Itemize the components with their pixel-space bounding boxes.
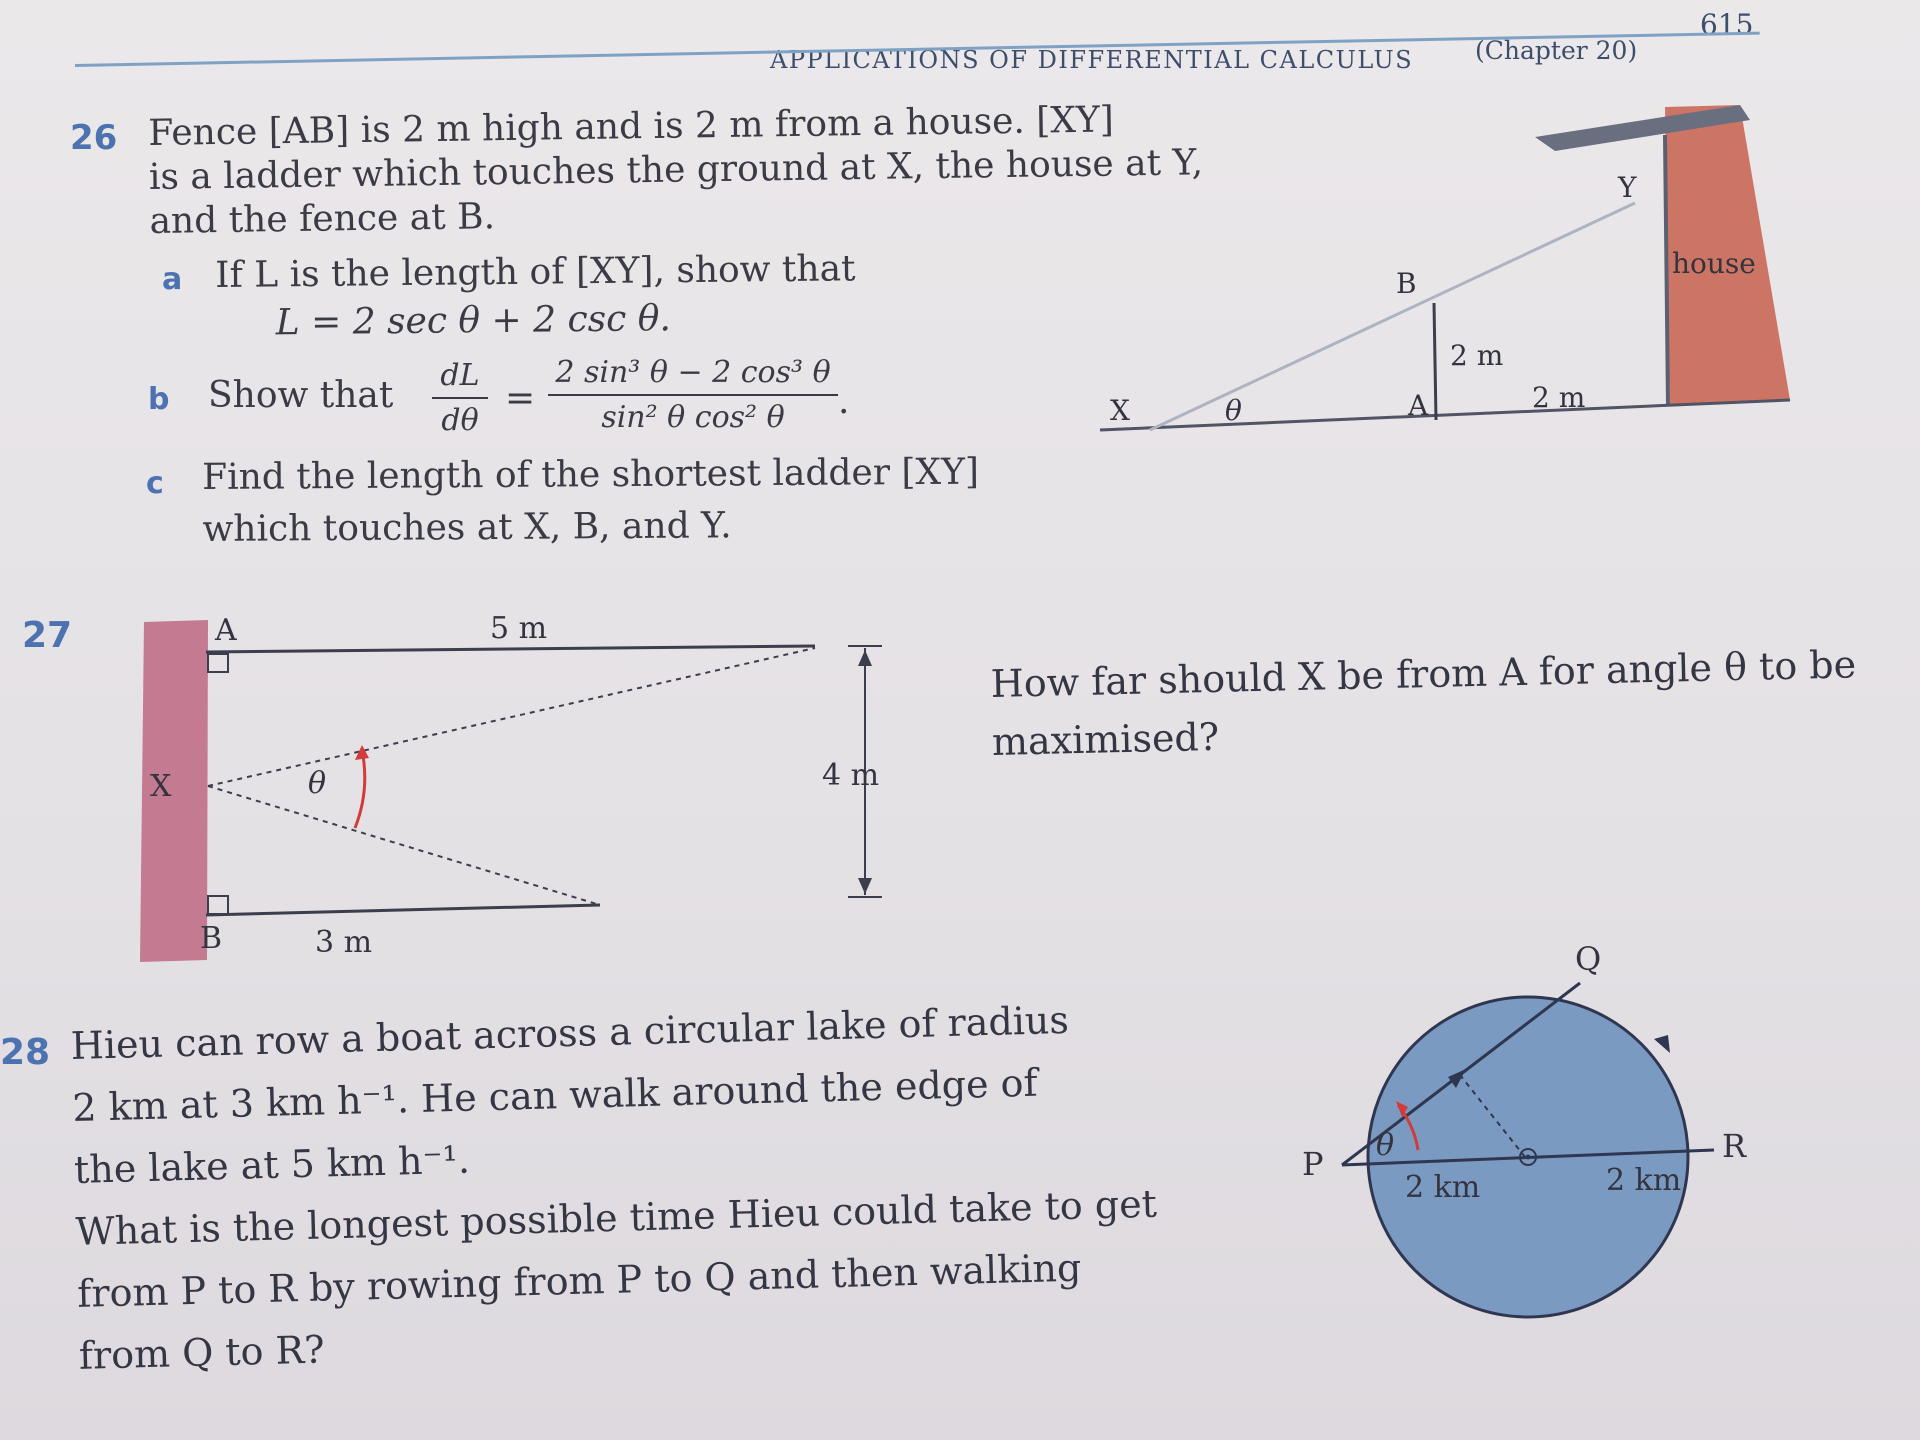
label-house: house [1672,247,1756,280]
label-X: X [1110,394,1130,427]
label-theta: θ [1376,1128,1395,1163]
label-bottom-length: 3 m [315,925,373,960]
chapter-title: APPLICATIONS OF DIFFERENTIAL CALCULUS [770,46,1414,74]
label-R: R [1722,1127,1747,1165]
label-theta: θ [308,766,327,801]
label-top-length: 5 m [490,611,548,646]
dashed-line-upper [208,648,815,786]
label-A: A [1408,389,1429,422]
top-line [206,646,815,652]
label-X: X [150,769,172,804]
question-28-line: What is the longest possible time Hieu could take to get [75,1181,1158,1254]
label-fence-height: 2 m [1450,339,1504,372]
question-28-text [70,987,1161,1387]
question-26-stem-line: is a ladder which touches the ground at X, the house at Y, [148,142,1204,198]
label-gap: 2 m [1532,381,1586,414]
question-26-stem-line: and the fence at B. [149,196,496,242]
part-b-rhs-denominator: sin² θ cos² θ [601,400,785,435]
part-a-letter: a [162,262,183,297]
question-26-number: 26 [70,118,118,158]
height-arrow-down [858,878,872,894]
page-number: 615 [1700,8,1754,41]
question-26-stem-line: Fence [AB] is 2 m high and is 2 m from a house. [XY] [148,99,1115,154]
dashed-line-lower [208,786,600,905]
part-a-line: If L is the length of [XY], show that [215,248,856,296]
fraction-bar [548,394,838,396]
fraction-bar [432,397,488,399]
part-b-lhs-fraction [432,358,488,438]
label-B: B [1396,267,1417,300]
centre-dot [1526,1155,1531,1160]
part-b-text: Show that [208,375,394,416]
part-a-formula: L = 2 sec θ + 2 csc θ. [275,298,672,344]
part-c-letter: c [146,466,164,501]
height-arrow-up [858,650,872,666]
question-28-number: 28 [0,1032,51,1073]
lake-diagram [1290,935,1770,1375]
fence-line [1434,303,1436,420]
label-Q: Q [1575,940,1602,978]
part-b-lhs-numerator: dL [440,358,480,393]
question-27-number: 27 [22,615,73,656]
ladder-fence-diagram [1090,95,1810,445]
part-b-lhs-denominator: dθ [441,403,479,438]
label-left-radius: 2 km [1405,1170,1481,1205]
label-P: P [1302,1145,1324,1183]
right-angle-top [208,654,228,672]
label-Y: Y [1618,171,1637,204]
question-28-line: from Q to R? [78,1327,326,1378]
part-c-line: which touches at X, B, and Y. [202,505,732,550]
question-28-line: the lake at 5 km h⁻¹. [73,1137,471,1192]
walk-arrowhead [1654,1035,1670,1053]
part-a [215,245,856,348]
part-b-equals: = [505,378,536,419]
part-c [202,447,979,556]
label-height: 4 m [822,758,880,793]
right-angle-bottom [208,896,228,914]
bottom-line [206,905,600,915]
question-26-stem [148,97,1204,244]
chapter-number: (Chapter 20) [1475,36,1638,65]
part-b-rhs-fraction [548,355,838,435]
label-right-radius: 2 km [1606,1163,1682,1198]
angle-arc [355,750,365,828]
question-27-text [990,635,1858,771]
question-27-line: How far should X be from A for angle θ to be [990,642,1857,706]
question-27-line: maximised? [991,714,1220,764]
wall-angle-diagram [130,600,910,970]
part-c-line: Find the length of the shortest ladder [XY] [202,451,980,498]
question-28-line: 2 km at 3 km h⁻¹. He can walk around the edge of [71,1060,1039,1130]
question-28-line: from P to R by rowing from P to Q and then walking [76,1245,1082,1316]
part-b-rhs-numerator: 2 sin³ θ − 2 cos³ θ [555,355,831,390]
label-B: B [200,921,223,956]
question-28-line: Hieu can row a boat across a circular lake of radius [70,997,1070,1068]
label-A: A [215,613,237,648]
label-theta: θ [1225,394,1242,427]
part-b-letter: b [148,382,170,417]
part-b-period: . [838,381,850,422]
